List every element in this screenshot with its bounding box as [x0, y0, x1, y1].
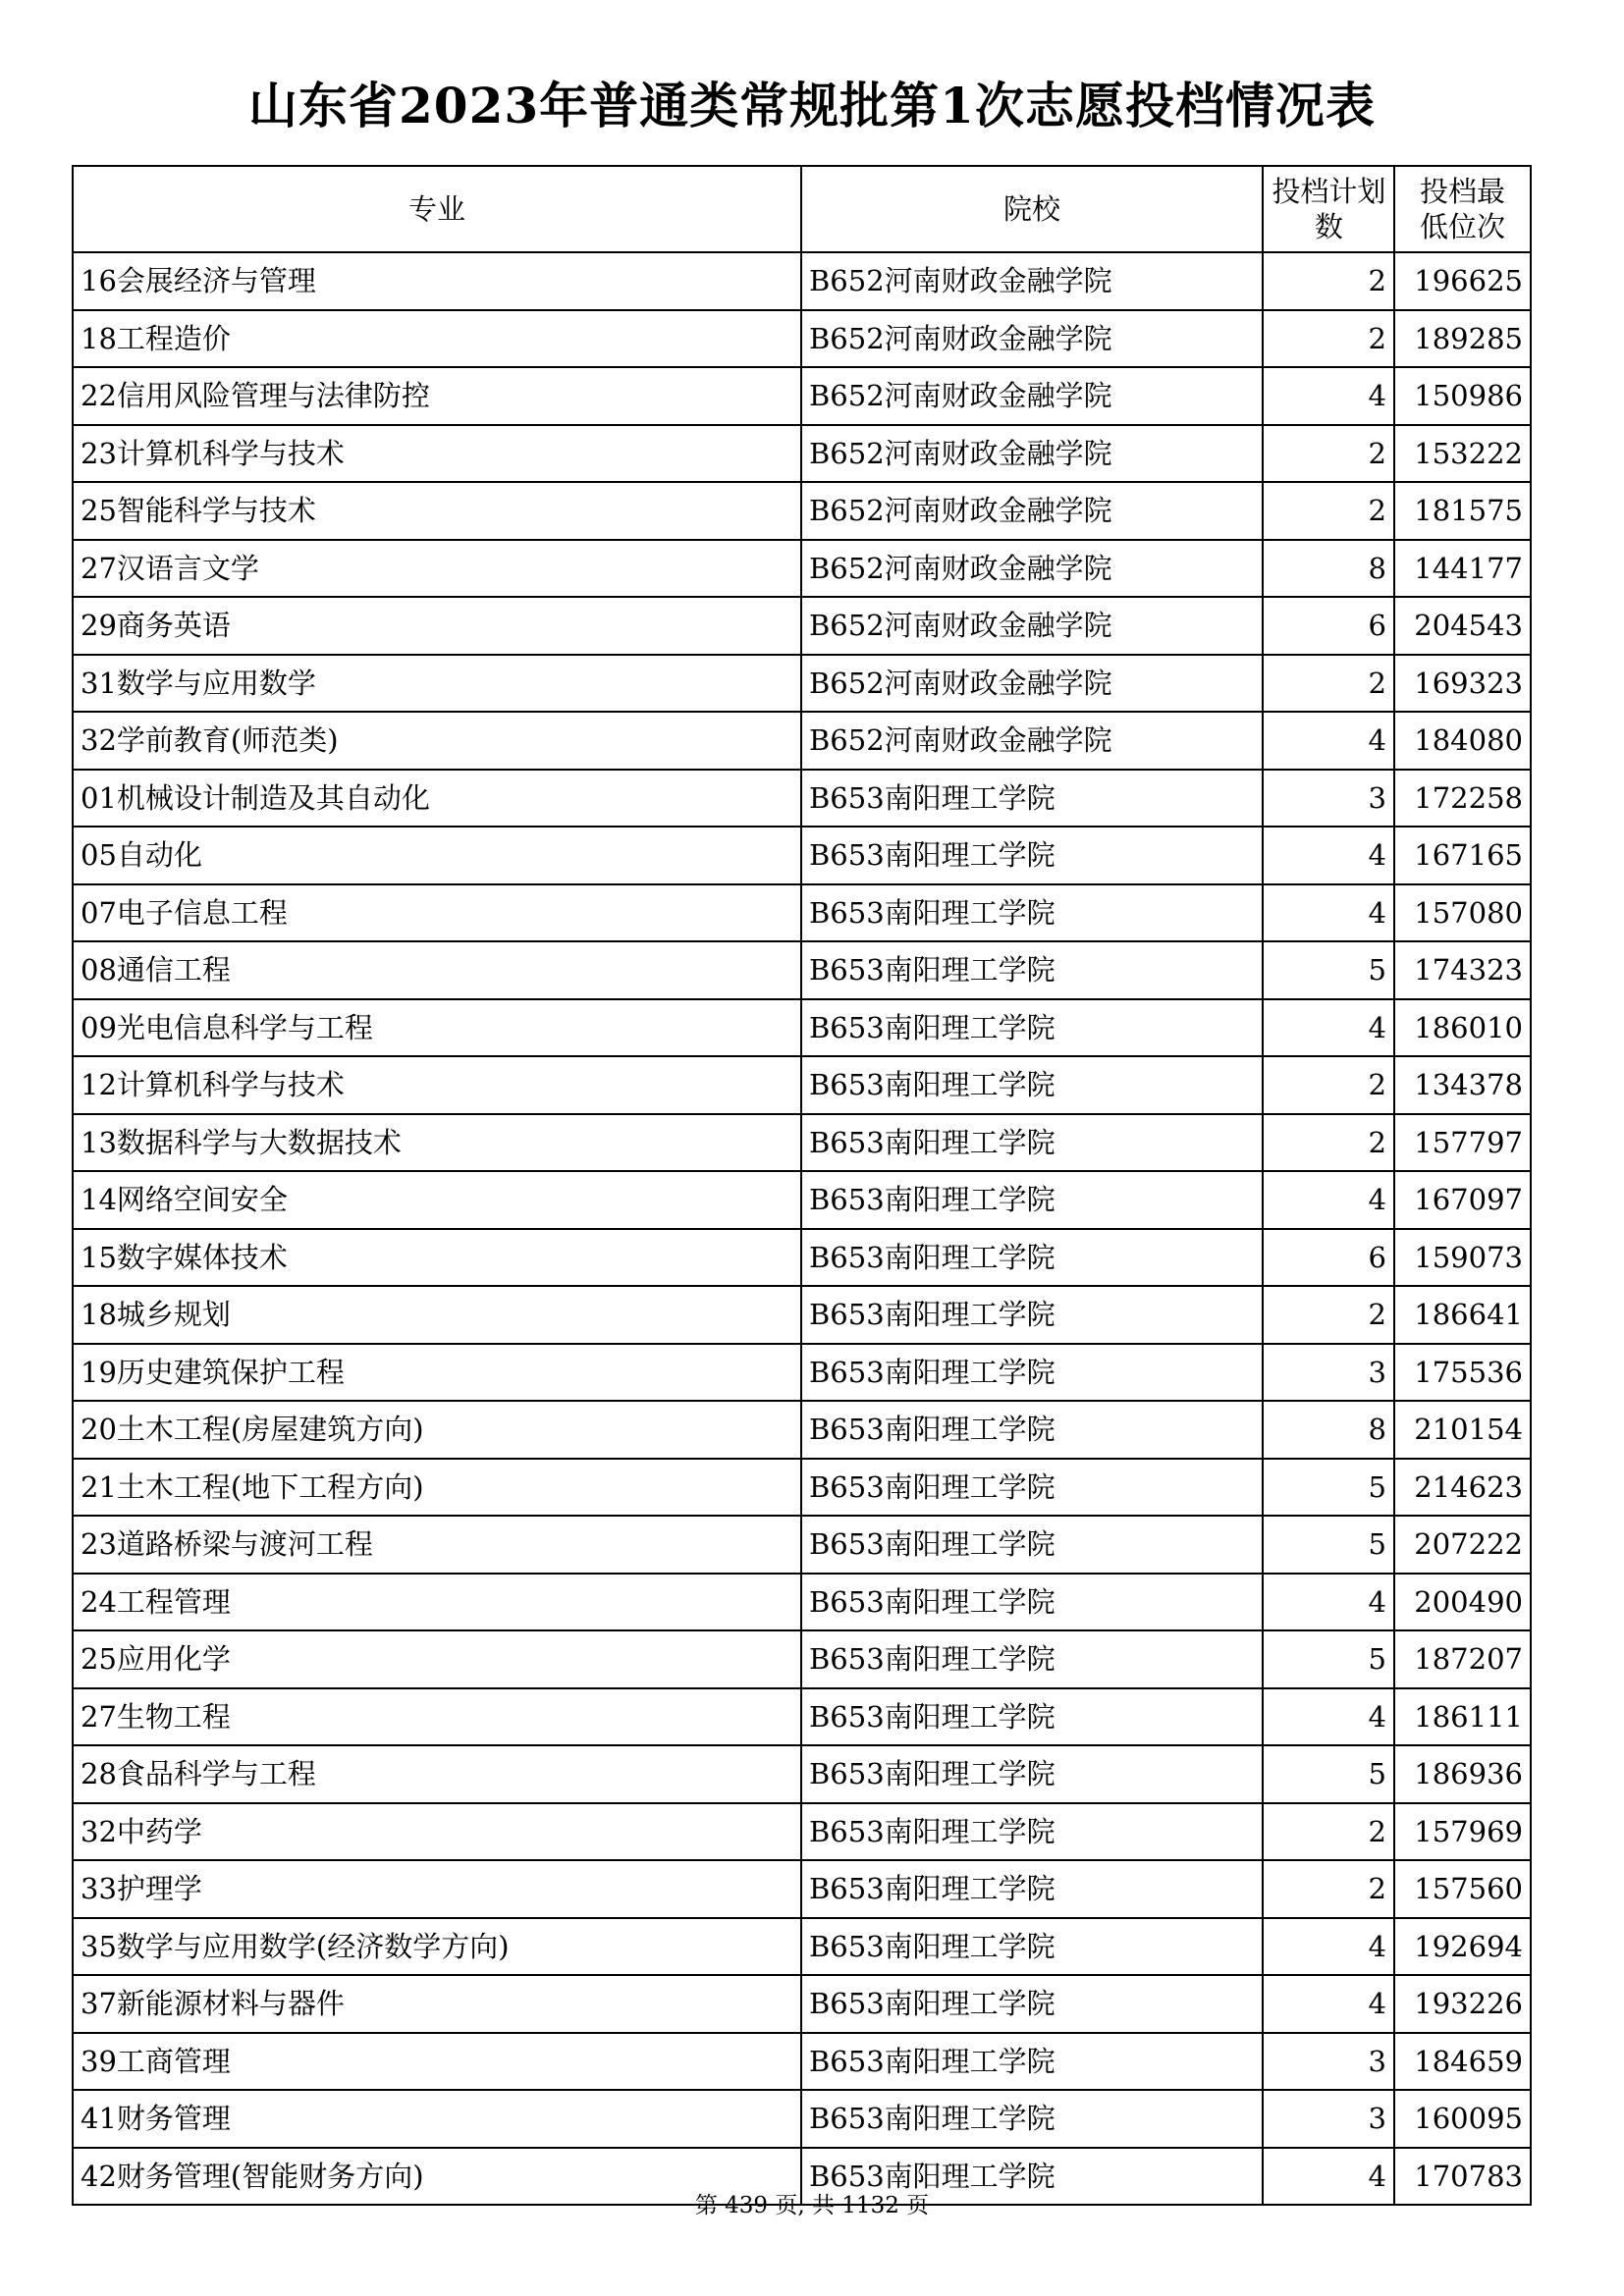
table-row: [73, 1344, 1531, 1402]
cell-major: 29商务英语: [73, 597, 801, 655]
cell-plan: 4: [1263, 1918, 1394, 1976]
cell-rank: 214623: [1394, 1459, 1531, 1517]
page-footer: 第 439 页, 共 1132 页: [694, 2193, 930, 2218]
cell-plan: 3: [1263, 2033, 1394, 2091]
cell-school: B653南阳理工学院: [801, 2148, 1263, 2206]
cell-school: B653南阳理工学院: [801, 884, 1263, 942]
cell-school: B653南阳理工学院: [801, 770, 1263, 828]
cell-rank: 172258: [1394, 770, 1531, 828]
cell-plan: 5: [1263, 1630, 1394, 1688]
cell-school: B653南阳理工学院: [801, 1975, 1263, 2033]
cell-plan: 2: [1263, 482, 1394, 540]
table-row: [73, 827, 1531, 884]
cell-plan: 2: [1263, 1056, 1394, 1114]
table-row: [73, 1975, 1531, 2033]
table-row: [73, 1574, 1531, 1631]
table-row: [73, 884, 1531, 942]
cell-school: B653南阳理工学院: [801, 2090, 1263, 2148]
cell-school: B652河南财政金融学院: [801, 425, 1263, 483]
cell-plan: 5: [1263, 941, 1394, 999]
cell-plan: 2: [1263, 1803, 1394, 1861]
cell-rank: 144177: [1394, 540, 1531, 598]
cell-major: 23计算机科学与技术: [73, 425, 801, 483]
cell-rank: 196625: [1394, 252, 1531, 310]
table-row: [73, 1229, 1531, 1287]
table-row: [73, 1114, 1531, 1172]
cell-major: 14网络空间安全: [73, 1171, 801, 1229]
cell-major: 08通信工程: [73, 941, 801, 999]
cell-plan: 2: [1263, 310, 1394, 368]
table-row: [73, 1171, 1531, 1229]
cell-school: B653南阳理工学院: [801, 1229, 1263, 1287]
table-row: [73, 712, 1531, 770]
cell-major: 22信用风险管理与法律防控: [73, 367, 801, 425]
cell-rank: 159073: [1394, 1229, 1531, 1287]
cell-rank: 200490: [1394, 1574, 1531, 1631]
cell-plan: 4: [1263, 1975, 1394, 2033]
cell-plan: 2: [1263, 1286, 1394, 1344]
cell-major: 09光电信息科学与工程: [73, 999, 801, 1057]
table-row: [73, 1745, 1531, 1803]
cell-plan: 4: [1263, 1688, 1394, 1746]
table-row: [73, 1918, 1531, 1976]
cell-plan: 2: [1263, 1860, 1394, 1918]
cell-plan: 6: [1263, 1229, 1394, 1287]
cell-rank: 192694: [1394, 1918, 1531, 1976]
cell-plan: 2: [1263, 1114, 1394, 1172]
table-row: [73, 425, 1531, 483]
cell-plan: 2: [1263, 655, 1394, 713]
cell-school: B653南阳理工学院: [801, 827, 1263, 884]
table-row: [73, 1286, 1531, 1344]
table-row: [73, 941, 1531, 999]
cell-school: B653南阳理工学院: [801, 1459, 1263, 1517]
cell-major: 28食品科学与工程: [73, 1745, 801, 1803]
cell-rank: 187207: [1394, 1630, 1531, 1688]
cell-school: B653南阳理工学院: [801, 999, 1263, 1057]
cell-rank: 150986: [1394, 367, 1531, 425]
cell-plan: 4: [1263, 712, 1394, 770]
page-title: 山东省2023年普通类常规批第1次志愿投档情况表: [248, 77, 1376, 134]
table-row: [73, 2033, 1531, 2091]
table-row: [73, 310, 1531, 368]
cell-major: 21土木工程(地下工程方向): [73, 1459, 801, 1517]
table-row: [73, 770, 1531, 828]
cell-rank: 157080: [1394, 884, 1531, 942]
cell-plan: 3: [1263, 770, 1394, 828]
cell-school: B653南阳理工学院: [801, 1574, 1263, 1631]
cell-major: 42财务管理(智能财务方向): [73, 2148, 801, 2206]
table-row: [73, 1056, 1531, 1114]
cell-major: 39工商管理: [73, 2033, 801, 2091]
cell-rank: 160095: [1394, 2090, 1531, 2148]
cell-plan: 4: [1263, 1171, 1394, 1229]
cell-major: 18城乡规划: [73, 1286, 801, 1344]
table-row: [73, 655, 1531, 713]
cell-major: 27生物工程: [73, 1688, 801, 1746]
cell-school: B652河南财政金融学院: [801, 252, 1263, 310]
cell-major: 31数学与应用数学: [73, 655, 801, 713]
cell-rank: 170783: [1394, 2148, 1531, 2206]
header-major: 专业: [73, 166, 801, 252]
table-row: [73, 482, 1531, 540]
cell-major: 12计算机科学与技术: [73, 1056, 801, 1114]
cell-plan: 5: [1263, 1745, 1394, 1803]
cell-major: 23道路桥梁与渡河工程: [73, 1516, 801, 1574]
cell-school: B653南阳理工学院: [801, 1056, 1263, 1114]
cell-school: B653南阳理工学院: [801, 1918, 1263, 1976]
table-row: [73, 1860, 1531, 1918]
cell-rank: 167165: [1394, 827, 1531, 884]
table-row: [73, 999, 1531, 1057]
cell-school: B652河南财政金融学院: [801, 482, 1263, 540]
cell-major: 37新能源材料与器件: [73, 1975, 801, 2033]
table-row: [73, 1688, 1531, 1746]
cell-rank: 153222: [1394, 425, 1531, 483]
cell-school: B653南阳理工学院: [801, 1516, 1263, 1574]
cell-rank: 181575: [1394, 482, 1531, 540]
cell-rank: 186010: [1394, 999, 1531, 1057]
cell-major: 41财务管理: [73, 2090, 801, 2148]
cell-major: 35数学与应用数学(经济数学方向): [73, 1918, 801, 1976]
cell-plan: 2: [1263, 425, 1394, 483]
cell-school: B652河南财政金融学院: [801, 540, 1263, 598]
cell-major: 01机械设计制造及其自动化: [73, 770, 801, 828]
cell-rank: 184659: [1394, 2033, 1531, 2091]
cell-school: B653南阳理工学院: [801, 1630, 1263, 1688]
cell-major: 20土木工程(房屋建筑方向): [73, 1401, 801, 1459]
cell-plan: 5: [1263, 1459, 1394, 1517]
cell-major: 24工程管理: [73, 1574, 801, 1631]
cell-rank: 134378: [1394, 1056, 1531, 1114]
cell-school: B653南阳理工学院: [801, 1344, 1263, 1402]
cell-major: 32中药学: [73, 1803, 801, 1861]
table-row: [73, 540, 1531, 598]
cell-plan: 5: [1263, 1516, 1394, 1574]
cell-plan: 3: [1263, 1344, 1394, 1402]
cell-major: 07电子信息工程: [73, 884, 801, 942]
cell-major: 27汉语言文学: [73, 540, 801, 598]
cell-school: B653南阳理工学院: [801, 1171, 1263, 1229]
cell-rank: 186936: [1394, 1745, 1531, 1803]
cell-plan: 8: [1263, 540, 1394, 598]
cell-plan: 4: [1263, 1574, 1394, 1631]
cell-major: 19历史建筑保护工程: [73, 1344, 801, 1402]
cell-plan: 2: [1263, 252, 1394, 310]
table-row: [73, 1459, 1531, 1517]
cell-school: B653南阳理工学院: [801, 1401, 1263, 1459]
cell-school: B652河南财政金融学院: [801, 655, 1263, 713]
cell-plan: 8: [1263, 1401, 1394, 1459]
cell-school: B652河南财政金融学院: [801, 310, 1263, 368]
table-row: [73, 1516, 1531, 1574]
cell-school: B653南阳理工学院: [801, 1114, 1263, 1172]
cell-plan: 3: [1263, 2090, 1394, 2148]
cell-rank: 210154: [1394, 1401, 1531, 1459]
cell-rank: 186641: [1394, 1286, 1531, 1344]
header-plan: 投档计划数: [1263, 166, 1394, 252]
cell-plan: 4: [1263, 999, 1394, 1057]
cell-major: 18工程造价: [73, 310, 801, 368]
cell-rank: 169323: [1394, 655, 1531, 713]
table-row: [73, 1401, 1531, 1459]
cell-rank: 157560: [1394, 1860, 1531, 1918]
table-row: [73, 252, 1531, 310]
cell-rank: 175536: [1394, 1344, 1531, 1402]
cell-major: 25智能科学与技术: [73, 482, 801, 540]
cell-plan: 4: [1263, 367, 1394, 425]
cell-plan: 6: [1263, 597, 1394, 655]
table-row: [73, 367, 1531, 425]
cell-major: 15数字媒体技术: [73, 1229, 801, 1287]
cell-plan: 4: [1263, 884, 1394, 942]
cell-major: 13数据科学与大数据技术: [73, 1114, 801, 1172]
cell-rank: 157797: [1394, 1114, 1531, 1172]
cell-school: B653南阳理工学院: [801, 1286, 1263, 1344]
header-rank: 投档最低位次: [1394, 166, 1531, 252]
header-school: 院校: [801, 166, 1263, 252]
cell-rank: 167097: [1394, 1171, 1531, 1229]
admission-table: [72, 165, 1532, 2206]
cell-school: B653南阳理工学院: [801, 941, 1263, 999]
cell-rank: 189285: [1394, 310, 1531, 368]
table-row: [73, 597, 1531, 655]
cell-plan: 4: [1263, 2148, 1394, 2206]
cell-school: B653南阳理工学院: [801, 1688, 1263, 1746]
table-row: [73, 2090, 1531, 2148]
cell-plan: 4: [1263, 827, 1394, 884]
cell-school: B652河南财政金融学院: [801, 712, 1263, 770]
cell-school: B653南阳理工学院: [801, 1860, 1263, 1918]
cell-rank: 157969: [1394, 1803, 1531, 1861]
cell-rank: 207222: [1394, 1516, 1531, 1574]
cell-rank: 184080: [1394, 712, 1531, 770]
cell-major: 16会展经济与管理: [73, 252, 801, 310]
cell-major: 05自动化: [73, 827, 801, 884]
header-row: [73, 166, 1531, 252]
cell-rank: 174323: [1394, 941, 1531, 999]
cell-rank: 186111: [1394, 1688, 1531, 1746]
cell-school: B653南阳理工学院: [801, 1745, 1263, 1803]
cell-major: 33护理学: [73, 1860, 801, 1918]
cell-major: 25应用化学: [73, 1630, 801, 1688]
cell-major: 32学前教育(师范类): [73, 712, 801, 770]
table-row: [73, 1630, 1531, 1688]
table-row: [73, 1803, 1531, 1861]
table-body: [73, 252, 1531, 2205]
cell-school: B652河南财政金融学院: [801, 367, 1263, 425]
cell-rank: 193226: [1394, 1975, 1531, 2033]
cell-school: B653南阳理工学院: [801, 1803, 1263, 1861]
cell-school: B652河南财政金融学院: [801, 597, 1263, 655]
cell-rank: 204543: [1394, 597, 1531, 655]
cell-school: B653南阳理工学院: [801, 2033, 1263, 2091]
